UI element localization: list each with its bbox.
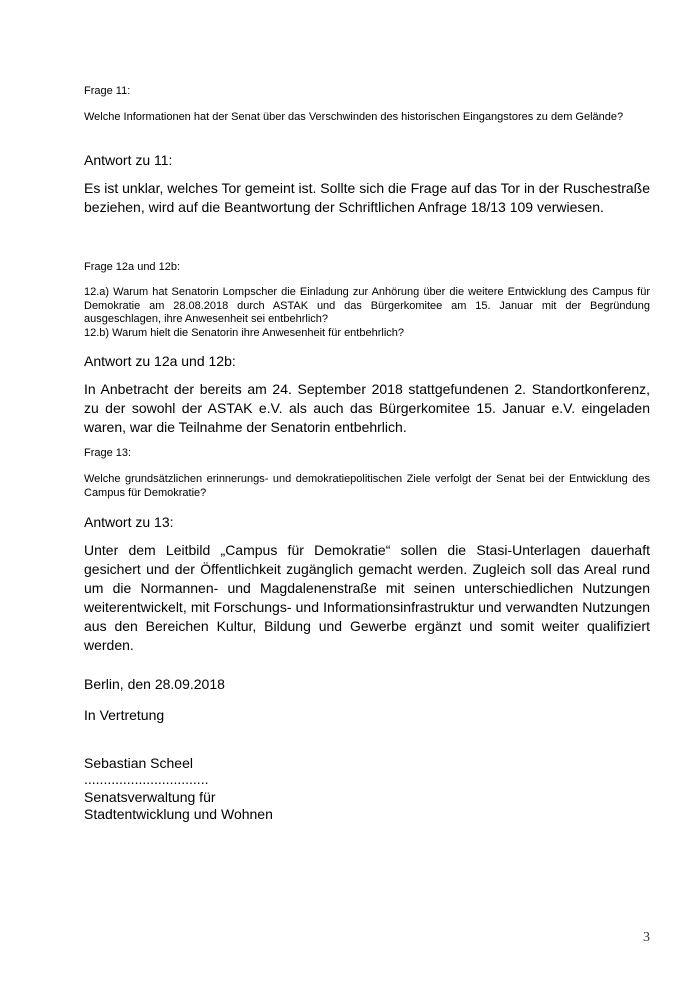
question-11-label: Frage 11: bbox=[84, 85, 131, 97]
question-12b-text: 12.b) Warum hielt die Senatorin ihre Anwesenheit für entbehrlich? bbox=[84, 326, 404, 339]
answer-11-heading: Antwort zu 11: bbox=[84, 152, 173, 168]
answer-12-heading: Antwort zu 12a und 12b: bbox=[84, 353, 236, 369]
signer-name: Sebastian Scheel bbox=[84, 755, 193, 771]
question-11-text: Welche Informationen hat der Senat über das Verschwinden des historischen Eingangstores zu dem Gelände? bbox=[84, 111, 624, 123]
answer-12-text: In Anbetracht der bereits am 24. September 2018 stattgefundenen 2. Standortkonferenz, zu der sowohl der ASTAK e.V. als auch das Bürgerkomitee 15. Januar e.V. eingeladen waren, war die Teilnahme der Senatorin entbehrlich. bbox=[84, 381, 650, 435]
question-13-text: Welche grundsätzlichen erinnerungs- und demokratiepolitischen Ziele verfolgt der Senat bei der Entwicklung des Campus für Demokratie? bbox=[84, 473, 650, 499]
place-date: Berlin, den 28.09.2018 bbox=[84, 676, 225, 692]
office-line-2: Stadtentwicklung und Wohnen bbox=[84, 806, 273, 822]
question-13-label: Frage 13: bbox=[84, 447, 132, 459]
answer-11-text: Es ist unklar, welches Tor gemeint ist. Sollte sich die Frage auf das Tor in der Ruschestraße beziehen, wird auf die Beantwortung der Schriftlichen Anfrage 18/13 109 verwiesen. bbox=[84, 180, 650, 215]
office-line-1: Senatsverwaltung für bbox=[84, 789, 216, 805]
signature-dots: ................................ bbox=[84, 771, 209, 787]
question-12a-text: 12.a) Warum hat Senatorin Lompscher die Einladung zur Anhörung über die weitere Entwicklung des Campus für Demokratie am 28.08.2018 durch ASTAK und das Bürgerkomitee am 15. Januar mit der Begründung ausgeschlagen, ihre Anwesenheit sei entbehrlich? bbox=[84, 286, 650, 325]
answer-13-text: Unter dem Leitbild „Campus für Demokratie“ sollen die Stasi-Unterlagen dauerhaft gesichert und der Öffentlichkeit zugänglich gemacht werden. Zugleich soll das Areal rund um die Normannen- und Magdalenenstraße mit seinen unterschiedlichen Nutzungen weiterentwickelt, mit Forschungs- und Informationsinfrastruktur und verwandten Nutzungen aus den Bereichen Kultur, Bildung und Gewerbe ergänzt und somit weiter qualifiziert werden. bbox=[84, 542, 650, 653]
representation-note: In Vertretung bbox=[84, 707, 165, 723]
question-12-label: Frage 12a und 12b: bbox=[84, 261, 181, 273]
question-12-text bbox=[84, 286, 650, 340]
document-page bbox=[84, 0, 650, 990]
page-number: 3 bbox=[643, 930, 650, 945]
answer-13-heading: Antwort zu 13: bbox=[84, 514, 174, 530]
